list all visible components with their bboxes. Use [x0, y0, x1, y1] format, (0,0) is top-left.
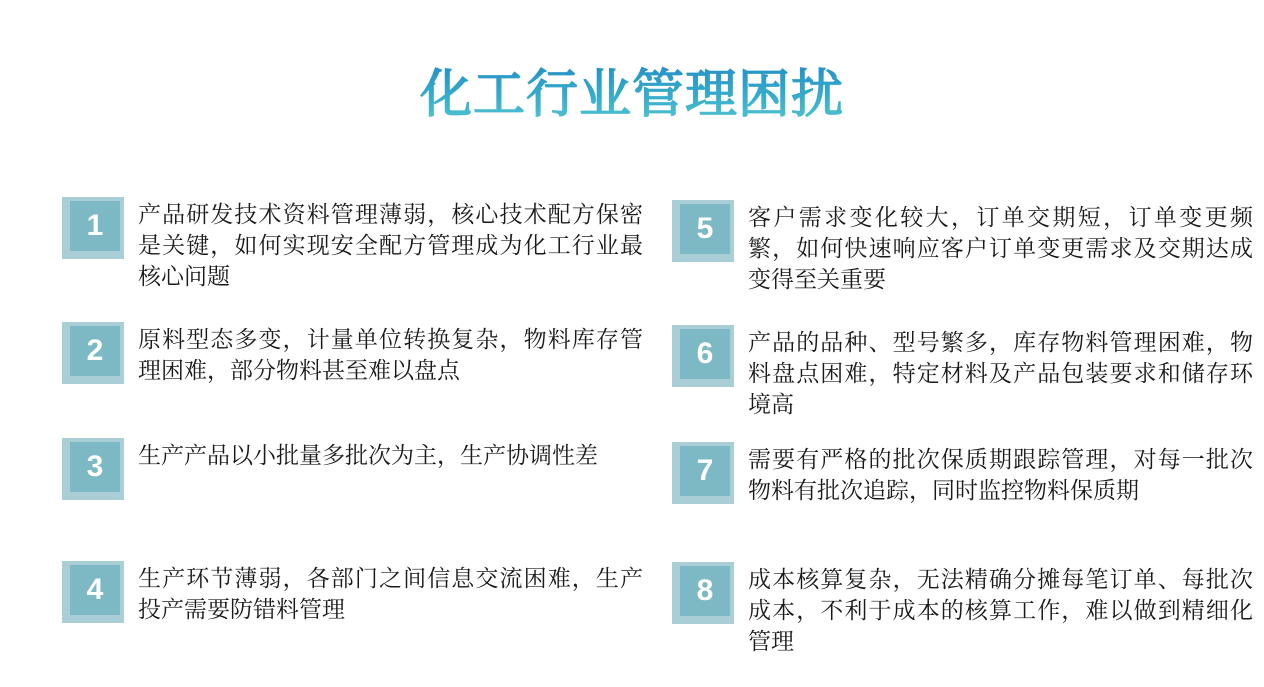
item-number-badge [672, 325, 734, 387]
item-text: 客户需求变化较大，订单交期短，订单变更频繁，如何快速响应客户订单变更需求及交期达成变得至关重要 [748, 204, 1253, 292]
item-number: 5 [680, 204, 730, 254]
item-number: 4 [70, 565, 120, 615]
item-number-badge [62, 322, 124, 384]
pain-point-item-4 [62, 561, 643, 625]
page-title: 化工行业管理困扰 [0, 52, 1264, 127]
pain-point-item-7 [672, 442, 1253, 506]
item-number-badge [62, 438, 124, 500]
item-number-badge [672, 562, 734, 624]
pain-point-item-1 [62, 197, 643, 292]
item-number-badge [62, 197, 124, 259]
pain-point-item-3 [62, 438, 643, 500]
item-text: 产品研发技术资料管理薄弱，核心技术配方保密是关键，如何实现安全配方管理成为化工行业最核心问题 [138, 201, 643, 289]
item-number: 8 [680, 566, 730, 616]
item-text: 生产产品以小批量多批次为主，生产协调性差 [138, 442, 598, 468]
pain-point-item-6 [672, 325, 1253, 420]
item-number: 3 [70, 442, 120, 492]
item-text: 原料型态多变，计量单位转换复杂，物料库存管理困难，部分物料甚至难以盘点 [138, 326, 643, 383]
item-number-badge [62, 561, 124, 623]
item-number-badge [672, 442, 734, 504]
item-text: 需要有严格的批次保质期跟踪管理，对每一批次物料有批次追踪，同时监控物料保质期 [748, 446, 1253, 503]
item-number: 2 [70, 326, 120, 376]
item-text: 成本核算复杂，无法精确分摊每笔订单、每批次成本，不利于成本的核算工作，难以做到精细化管理 [748, 566, 1253, 654]
item-number: 1 [70, 201, 120, 251]
item-text: 生产环节薄弱，各部门之间信息交流困难，生产投产需要防错料管理 [138, 565, 643, 622]
pain-point-item-8 [672, 562, 1253, 657]
pain-point-item-5 [672, 200, 1253, 295]
item-number: 7 [680, 446, 730, 496]
pain-point-item-2 [62, 322, 643, 386]
item-number-badge [672, 200, 734, 262]
item-text: 产品的品种、型号繁多，库存物料管理困难，物料盘点困难，特定材料及产品包装要求和储存环境高 [748, 329, 1253, 417]
item-number: 6 [680, 329, 730, 379]
